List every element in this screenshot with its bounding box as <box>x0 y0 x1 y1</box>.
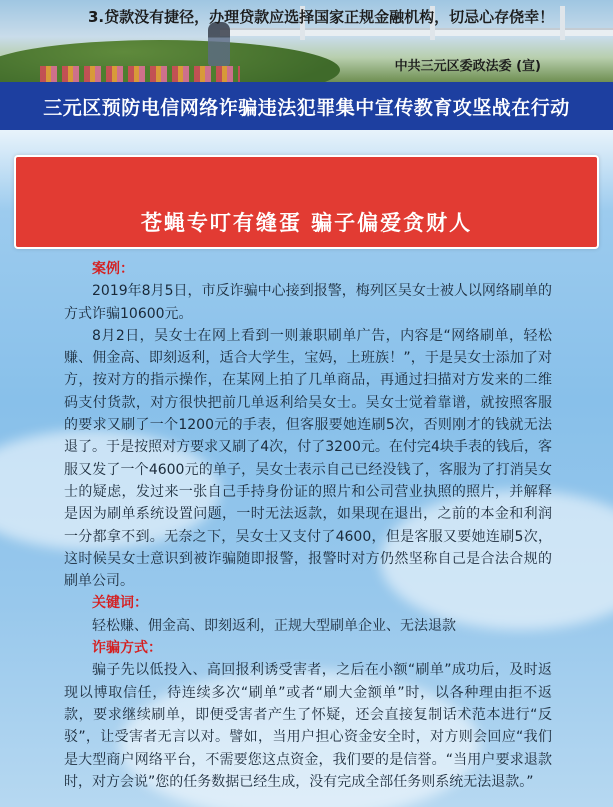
method-label: 诈骗方式： <box>92 640 162 657</box>
banner-signature: 中共三元区委政法委 (宣) <box>394 59 541 74</box>
keywords-text: 轻松赚、佣金高、即刻返利，正规大型刷单企业、无法退款 <box>92 617 456 634</box>
banner-bridge <box>220 28 613 36</box>
loan-tip <box>78 6 578 28</box>
case-paragraph-1: 2019年8月5日，市反诈骗中心接到报警，梅列区吴女士被人以网络刷单的方式诈骗10600元。 <box>64 283 552 322</box>
banner-person <box>208 22 230 66</box>
top-banner <box>0 0 613 82</box>
keywords-label: 关键词： <box>92 595 148 612</box>
campaign-title-bar <box>0 82 613 130</box>
headline-card <box>14 155 599 249</box>
case-label: 案例： <box>92 261 134 277</box>
banner-flowers <box>40 66 240 82</box>
campaign-title: 三元区预防电信网络诈骗违法犯罪集中宣传教育攻坚战在行动 <box>43 96 570 119</box>
method-paragraph: 骗子先以低投入、高回报利诱受害者，之后在小额“刷单”成功后，及时返现以博取信任，待连续多次“刷单”或者“刷大金额单”时，以各种理由拒不返款，要求继续刷单，即便受害者产生了怀疑，还会直接复制话术范本进行“反驳”，让受害者无言以对。譬如，当用户担心资金安全时，对方则会回应“我们是大型商户网络平台，不需要您这点资金，我们要的是信誉。“当用户要求退款时，对方会说”您的任务数据已经生成，没有完成全部任务则系统无法退款。” <box>64 662 552 790</box>
article-content <box>64 258 552 793</box>
case-paragraph-2: 8月2日，吴女士在网上看到一则兼职刷单广告，内容是“网络刷单，轻松赚、佣金高、即刻返利，适合大学生，宝妈，上班族！”，于是吴女士添加了对方，按对方的指示操作，在某网上拍了几单商品，再通过扫描对方发来的二维码支付货款，对方很快把前几单返利给吴女士。吴女士觉着靠谱，就按照客服的要求又刷了一个1200元的手表，但客服要她连刷5次，否则刚才的钱就无法退了。于是按照对方要求又刷了4次，付了3200元。在付完4块手表的钱后，客服又发了一个4600元的单子，吴女士表示自己已经没钱了，客服为了打消吴女士的疑虑，发过来一张自己手持身份证的照片和公司营业执照的照片，并解释是因为刷单系统设置问题，一时无法返款，如果现在退出，之前的本金和利润一分都拿不到。无奈之下，吴女士又支付了4600，但是客服又要她连刷5次，这时候吴女士意识到被诈骗随即报警，报警时对方仍然坚称自己是合法合规的刷单公司。 <box>64 327 552 590</box>
headline: 苍蝇专叮有缝蛋 骗子偏爱贪财人 <box>140 211 473 235</box>
loan-tip-text: 3.贷款没有捷径，办理贷款应选择国家正规金融机构，切忌心存侥幸！ <box>88 8 555 26</box>
